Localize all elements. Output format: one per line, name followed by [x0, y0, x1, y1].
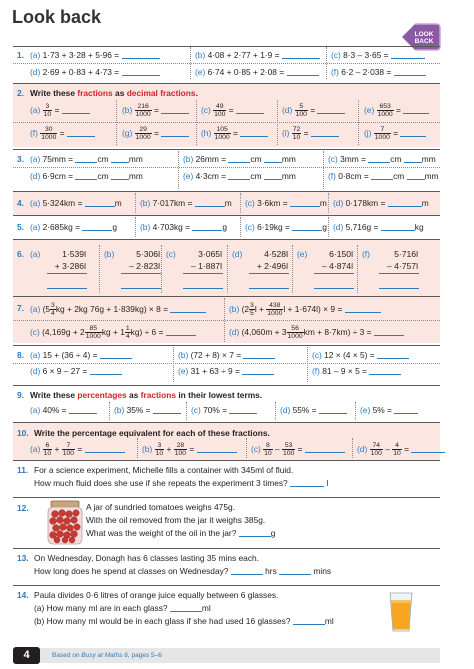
answer-blank[interactable] [170, 304, 206, 313]
answer-blank[interactable] [228, 171, 250, 180]
q7d: (d) (4,060m + 3 $\frac{56}{1000}$ km + 8·7km) ÷ 3 = [229, 324, 404, 341]
q3b: (b) 26mm = cm mm [183, 154, 296, 164]
answer-line-bottom[interactable] [47, 288, 87, 289]
answer-blank[interactable] [368, 154, 390, 163]
q12-text-1: A jar of sundried tomatoes weighs 475g. [86, 502, 235, 512]
answer-blank[interactable] [282, 50, 320, 59]
divider [227, 245, 228, 293]
divider [328, 193, 329, 213]
q7b: (b) (2 $\frac{3}{5}$ l + $\frac{438}{1000}$ l + 1·674l) × 9 = [229, 301, 381, 318]
answer-blank[interactable] [290, 198, 320, 207]
answer-blank[interactable] [90, 366, 122, 375]
q6-bottom-number: – 1·887l [190, 261, 222, 271]
divider [178, 151, 179, 189]
answer-blank[interactable] [111, 171, 129, 180]
q8d: (d) 6 × 9 – 27 = [30, 366, 122, 377]
answer-line-bottom[interactable] [314, 288, 354, 289]
q2j: (j) $\frac{7}{1000}$ = [364, 124, 426, 142]
answer-blank[interactable] [388, 198, 422, 207]
q3d: (d) 6·9cm = cm mm [30, 171, 143, 181]
answer-blank[interactable] [411, 444, 445, 453]
divider [355, 402, 356, 420]
answer-blank[interactable] [161, 105, 189, 114]
q6-top-number: 5·716l [394, 249, 418, 259]
answer-blank[interactable] [100, 350, 132, 359]
answer-blank[interactable] [311, 128, 339, 137]
answer-blank[interactable] [374, 327, 404, 336]
answer-blank[interactable] [305, 444, 345, 453]
q11-text-2: How much fluid does she use if she repeats the experiment 3 times? l [34, 478, 329, 488]
q10c: (c) $\frac{8}{10}$ – $\frac{53}{100}$ = [251, 441, 345, 458]
q2c: (c) $\frac{49}{100}$ = [201, 101, 264, 119]
answer-blank[interactable] [236, 105, 264, 114]
answer-blank[interactable] [170, 603, 202, 612]
answer-blank[interactable] [404, 154, 422, 163]
q6-bottom-number: + 3·286l [54, 261, 86, 271]
answer-blank[interactable] [166, 327, 196, 336]
q6-label: (e) [297, 249, 308, 259]
q10b: (b) $\frac{3}{10}$ + $\frac{28}{100}$ = [142, 441, 237, 458]
question-number: 12. [17, 503, 29, 513]
juice-glass-icon [388, 591, 414, 633]
q7a: (a) (5 $\frac{3}{4}$ kg + 2kg 76g + 1·839kg) × 8 = [30, 301, 206, 318]
q13-text-1: On Wednesday, Donagh has 6 classes lasting 35 mins each. [34, 553, 260, 563]
divider [173, 347, 174, 382]
q2d: (d) $\frac{5}{100}$ = [282, 101, 345, 119]
q3a: (a) 75mm = cm mm [30, 154, 143, 164]
q9b: (b) 35% = [114, 405, 181, 416]
divider [275, 402, 276, 420]
divider [135, 217, 136, 237]
q6-label: (c) [166, 249, 176, 259]
q6-label: (d) [232, 249, 243, 259]
answer-blank[interactable] [293, 616, 325, 625]
divider [13, 363, 440, 364]
divider [186, 402, 187, 420]
answer-blank[interactable] [161, 128, 189, 137]
answer-line-top [314, 273, 354, 274]
answer-blank[interactable] [292, 222, 322, 231]
q3c: (c) 3mm = cm mm [328, 154, 436, 164]
answer-blank[interactable] [407, 171, 425, 180]
divider [292, 245, 293, 293]
answer-blank[interactable] [122, 67, 160, 76]
q5b: (b) 4·703kg = g [140, 222, 228, 232]
answer-blank[interactable] [85, 198, 115, 207]
question-number: 13. [17, 553, 29, 563]
answer-blank[interactable] [369, 366, 401, 375]
answer-blank[interactable] [345, 304, 381, 313]
q3f: (f) 0·8cm = cm mm [328, 171, 439, 181]
page-title: Look back [12, 7, 102, 27]
q6-label: (b) [104, 249, 115, 259]
q10a: (a) $\frac{6}{10}$ + $\frac{7}{100}$ = [30, 441, 125, 458]
answer-blank[interactable] [197, 444, 237, 453]
answer-line-top [379, 273, 419, 274]
q6-bottom-number: – 4·874l [321, 261, 353, 271]
divider [357, 245, 358, 293]
answer-blank[interactable] [381, 222, 415, 231]
answer-blank[interactable] [75, 171, 97, 180]
q10d: (d) $\frac{74}{100}$ – $\frac{4}{10}$ = [357, 441, 445, 458]
question-number: 8. [17, 350, 24, 360]
answer-blank[interactable] [239, 528, 271, 537]
q9e: (e) 5% = [360, 405, 418, 416]
q9d: (d) 55% = [280, 405, 347, 416]
q2b: (b) $\frac{216}{1000}$ = [122, 101, 189, 119]
answer-line-bottom[interactable] [379, 288, 419, 289]
q11-text-1: For a science experiment, Michelle fills a container with 345ml of fluid. [34, 465, 294, 475]
q3e: (e) 4·3cm = cm mm [183, 171, 296, 181]
q12-text-3: What was the weight of the oil in the jar? g [86, 528, 276, 538]
divider [307, 347, 308, 382]
answer-blank[interactable] [394, 405, 418, 414]
q4a: (a) 5·324km = m [30, 198, 122, 208]
answer-blank[interactable] [400, 128, 426, 137]
answer-blank[interactable] [319, 405, 347, 414]
q2h: (h) $\frac{105}{1000}$ = [201, 124, 268, 142]
answer-blank[interactable] [377, 350, 409, 359]
answer-line-bottom[interactable] [121, 288, 161, 289]
question-number: 6. [17, 249, 24, 259]
q8e: (e) 31 + 63 ÷ 9 = [178, 366, 274, 377]
q14-text-1: Paula divides 0·6 litres of orange juice equally between 6 glasses. [34, 590, 279, 600]
q2-instruction: Write these fractions as decimal fractions. [30, 88, 198, 98]
divider [13, 122, 440, 123]
answer-blank[interactable] [192, 222, 222, 231]
answer-line-top [121, 273, 161, 274]
answer-line-bottom[interactable] [249, 288, 289, 289]
answer-blank[interactable] [228, 154, 250, 163]
q1d: (d) 2·69 + 0·83 + 4·73 = [30, 67, 160, 78]
answer-blank[interactable] [391, 50, 425, 59]
answer-blank[interactable] [290, 478, 324, 487]
question-number: 10. [17, 428, 29, 438]
q12-text-2: With the oil removed from the jar it weighs 385g. [86, 515, 266, 525]
q9c: (c) 70% = [191, 405, 257, 416]
answer-blank[interactable] [153, 405, 181, 414]
tomato-jar-icon [45, 500, 85, 546]
q6-label: (a) [30, 249, 41, 259]
divider [99, 245, 100, 293]
q9-instruction: Write these percentages as fractions in their lowest terms. [30, 390, 263, 400]
answer-blank[interactable] [403, 105, 429, 114]
q10-instruction: Write the percentage equivalent for each of these fractions. [34, 428, 270, 438]
answer-blank[interactable] [82, 222, 112, 231]
question-number: 4. [17, 198, 24, 208]
answer-line-top [249, 273, 289, 274]
divider [240, 193, 241, 213]
answer-blank[interactable] [231, 566, 263, 575]
answer-blank[interactable] [394, 67, 426, 76]
q6-bottom-number: + 2·496l [256, 261, 288, 271]
question-number: 7. [17, 303, 24, 313]
q2f: (f) $\frac{30}{1000}$ = [30, 124, 95, 142]
q6-bottom-number: – 2·823l [128, 261, 160, 271]
question-number: 5. [17, 222, 24, 232]
q1b: (b) 4·08 + 2·77 + 1·9 = [195, 50, 320, 61]
q5c: (c) 6·19kg = g [245, 222, 327, 232]
q1e: (e) 6·74 + 0·85 + 2·08 = [195, 67, 319, 78]
q6-top-number: 5·306l [136, 249, 160, 259]
q1f: (f) 6·2 – 2·038 = [331, 67, 426, 78]
q6-top-number: 1·539l [62, 249, 86, 259]
answer-line-top [183, 273, 223, 274]
answer-blank[interactable] [264, 171, 282, 180]
page-number: 4 [13, 647, 40, 664]
q4b: (b) 7·017km = m [140, 198, 232, 208]
answer-blank[interactable] [371, 171, 393, 180]
answer-blank[interactable] [317, 105, 345, 114]
q2g: (g) $\frac{29}{1000}$ = [122, 124, 189, 142]
divider [109, 402, 110, 420]
q2a: (a) $\frac{3}{10}$ = [30, 101, 90, 119]
answer-blank[interactable] [75, 154, 97, 163]
q6-top-number: 6·150l [329, 249, 353, 259]
q6-top-number: 3·065l [198, 249, 222, 259]
look-back-label: LOOK BACK [414, 31, 434, 45]
q8c: (c) 12 × (4 × 5) = [312, 350, 409, 361]
q8f: (f) 81 – 9 × 5 = [312, 366, 401, 377]
question-number: 14. [17, 590, 29, 600]
q8a: (a) 15 + (36 ÷ 4) = [30, 350, 132, 361]
divider [135, 193, 136, 213]
question-number: 3. [17, 154, 24, 164]
answer-blank[interactable] [85, 444, 125, 453]
answer-line-top [47, 273, 87, 274]
q1c: (c) 8·3 – 3·65 = [331, 50, 425, 61]
q1a: (a) 1·73 + 3·28 + 5·96 = [30, 50, 160, 61]
answer-blank[interactable] [229, 405, 257, 414]
answer-blank[interactable] [240, 128, 268, 137]
answer-blank[interactable] [264, 154, 282, 163]
answer-blank[interactable] [242, 366, 274, 375]
divider [323, 151, 324, 189]
q14-text-3: (b) How many ml would be in each glass if she had used 16 glasses? ml [34, 616, 334, 626]
answer-blank[interactable] [69, 405, 97, 414]
q8b: (b) (72 + 8) × 7 = [178, 350, 275, 361]
answer-blank[interactable] [287, 67, 319, 76]
question-number: 11. [17, 465, 29, 475]
answer-blank[interactable] [279, 566, 311, 575]
q4d: (d) 0·178km = m [333, 198, 429, 208]
q13-text-2: How long does he spend at classes on Wednesday? hrs mins [34, 566, 332, 576]
q6-bottom-number: – 4·757l [386, 261, 418, 271]
look-back-badge [401, 20, 441, 54]
divider [328, 217, 329, 237]
q4c: (c) 3·6km = m [245, 198, 327, 208]
q5d: (d) 5,716g = kg [333, 222, 424, 232]
divider [13, 167, 440, 168]
q2e: (e) $\frac{653}{1000}$ = [364, 101, 429, 119]
divider [161, 245, 162, 293]
divider [240, 217, 241, 237]
answer-blank[interactable] [62, 105, 90, 114]
answer-blank[interactable] [67, 128, 95, 137]
q7c: (c) (4,169g + 2 $\frac{85}{1000}$ kg + 1 $\frac{1}{4}$ kg) ÷ 6 = [30, 324, 196, 341]
question-number: 9. [17, 390, 24, 400]
answer-blank[interactable] [195, 198, 225, 207]
q5a: (a) 2·685kg = g [30, 222, 118, 232]
q6-label: (f) [362, 249, 370, 259]
q9a: (a) 40% = [30, 405, 97, 416]
q6-top-number: 4·528l [264, 249, 288, 259]
question-number: 2. [17, 88, 24, 98]
answer-line-bottom[interactable] [183, 288, 223, 289]
q2i: (i) $\frac{72}{10}$ = [282, 124, 339, 142]
footer-reference: Based on Busy at Maths 6, pages 5–6 [52, 652, 162, 659]
question-number: 1. [17, 50, 24, 60]
answer-blank[interactable] [111, 154, 129, 163]
answer-blank[interactable] [122, 50, 160, 59]
q14-text-2: (a) How many ml are in each glass? ml [34, 603, 211, 613]
answer-blank[interactable] [243, 350, 275, 359]
